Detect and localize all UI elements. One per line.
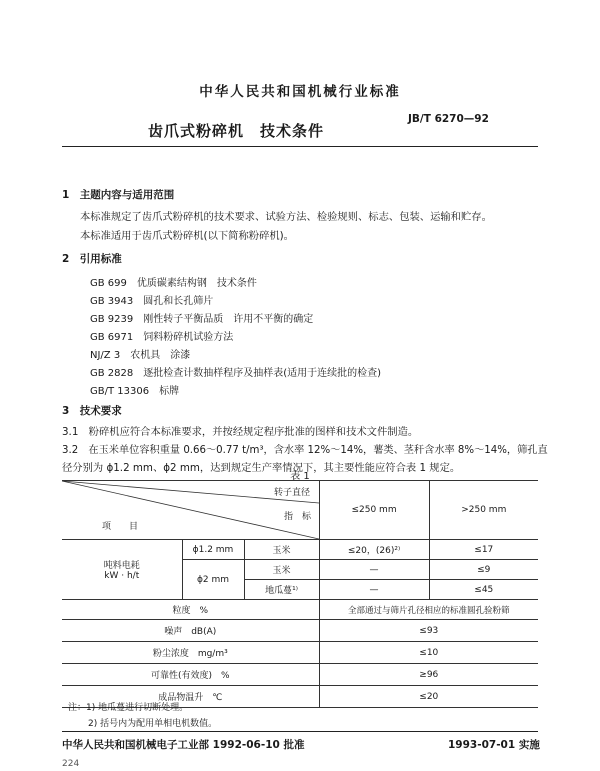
energy-label-line-1: 吨料电耗 <box>103 561 140 571</box>
reference-item: GB 3943 圆孔和长孔筛片 <box>90 296 214 307</box>
item-label: 项 目 <box>102 522 139 532</box>
performance-table <box>62 480 538 708</box>
reference-item: GB/T 13306 标牌 <box>90 386 180 397</box>
cell-r2c1: — <box>319 560 429 580</box>
material-sweet-potato-vine: 地瓜蔓¹⁾ <box>244 580 319 600</box>
document-title: 齿爪式粉碎机 技术条件 <box>148 122 325 140</box>
energy-consumption-label <box>62 540 182 600</box>
implementation-date: 1993-07-01 实施 <box>448 739 540 751</box>
clause-3-1: 3.1 粉碎机应符合本标准要求，并按经规定程序批准的图样和技术文件制造。 <box>62 426 419 438</box>
temperature-rise-value: ≤20 <box>319 686 538 708</box>
energy-label-line-2: kW · h/t <box>104 571 140 581</box>
cell-r3c2: ≤45 <box>429 580 538 600</box>
standard-number: JB/T 6270—92 <box>408 113 489 125</box>
reference-item: GB 699 优质碳素结构钢 技术条件 <box>90 278 257 289</box>
temperature-rise-label: 成品物温升 ℃ <box>62 686 319 708</box>
clause-3-2-line-1: 3.2 在玉米单位容积重量 0.66～0.77 t/m³，含水率 12%～14%，薯类、茎秆含水率 8%～14%，筛孔直 <box>62 445 548 456</box>
clause-3-2-line-2: 径分别为 ϕ1.2 mm、ϕ2 mm，达到规定生产率情况下，其主要性能应符合表 1 规定。 <box>62 462 461 474</box>
cell-r3c1: — <box>319 580 429 600</box>
reference-item: GB 6971 饲料粉碎机试验方法 <box>90 332 234 343</box>
cell-r1c2: ≤17 <box>429 540 538 560</box>
noise-label: 噪声 dB(A) <box>62 620 319 642</box>
section-1-heading: 1 主题内容与适用范围 <box>62 189 175 201</box>
reference-item: NJ/Z 3 农机具 涂漆 <box>90 350 191 361</box>
note-1: 注：1) 地瓜蔓进行切断处理。 <box>68 703 189 713</box>
section-2-heading: 2 引用标准 <box>62 253 122 265</box>
dust-value: ≤10 <box>319 642 538 664</box>
footer-rule <box>62 731 538 732</box>
cell-r1c1: ≤20，(26)²⁾ <box>319 540 429 560</box>
reference-item: GB 2828 逐批检查计数抽样程序及抽样表(适用于连续批的检查) <box>90 368 382 379</box>
fineness-label: 粒度 % <box>62 600 319 620</box>
diagonal-header-cell <box>62 481 319 540</box>
cell-r2c2: ≤9 <box>429 560 538 580</box>
approval-line: 中华人民共和国机械电子工业部 1992-06-10 批准 <box>62 739 305 751</box>
reference-item: GB 9239 刚性转子平衡品质 许用不平衡的确定 <box>90 314 314 325</box>
table-caption: 表 1 <box>290 471 310 482</box>
dust-label: 粉尘浓度 mg/m³ <box>62 642 319 664</box>
section-3-heading: 3 技术要求 <box>62 405 122 417</box>
sieve-1-2: ϕ1.2 mm <box>182 540 244 560</box>
note-2: 2) 括号内为配用单相电机数值。 <box>88 719 218 729</box>
page-number: 224 <box>62 759 80 769</box>
col-header-large: >250 mm <box>429 481 538 540</box>
standard-org-header: 中华人民共和国机械行业标准 <box>199 84 401 100</box>
title-rule <box>62 146 538 147</box>
col-header-small: ≤250 mm <box>319 481 429 540</box>
section-1-paragraph-2: 本标准适用于齿爪式粉碎机(以下简称粉碎机)。 <box>80 230 294 242</box>
indicator-label: 指 标 <box>284 512 312 522</box>
rotor-diameter-label: 转子直径 <box>274 488 311 498</box>
reliability-value: ≥96 <box>319 664 538 686</box>
sieve-2: ϕ2 mm <box>182 560 244 600</box>
reliability-label: 可靠性(有效度) % <box>62 664 319 686</box>
section-1-paragraph-1: 本标准规定了齿爪式粉碎机的技术要求、试验方法、检验规则、标志、包装、运输和贮存。 <box>80 211 492 223</box>
noise-value: ≤93 <box>319 620 538 642</box>
material-corn-2: 玉米 <box>244 560 319 580</box>
material-corn: 玉米 <box>244 540 319 560</box>
fineness-value: 全部通过与筛片孔径相应的标准圆孔验粉筛 <box>319 600 538 620</box>
